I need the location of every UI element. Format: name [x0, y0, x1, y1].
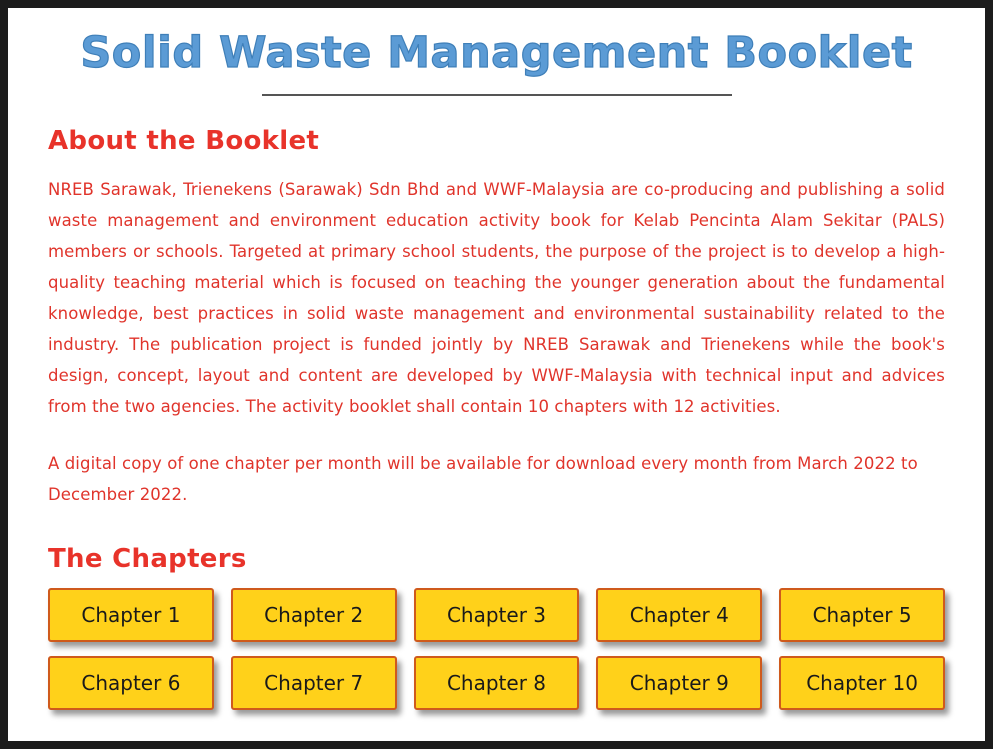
chapter-button-7[interactable]: Chapter 7 [231, 656, 397, 710]
chapter-button-4[interactable]: Chapter 4 [596, 588, 762, 642]
chapter-button-8[interactable]: Chapter 8 [414, 656, 580, 710]
chapter-button-6[interactable]: Chapter 6 [48, 656, 214, 710]
chapter-button-10[interactable]: Chapter 10 [779, 656, 945, 710]
about-section-heading: About the Booklet [48, 126, 320, 156]
chapter-button-1[interactable]: Chapter 1 [48, 588, 214, 642]
document-page [8, 8, 985, 741]
document-content [8, 126, 985, 710]
about-paragraph-2: A digital copy of one chapter per month will be available for download every month from March 2022 to December 2022. [48, 454, 918, 504]
chapters-section-heading: The Chapters [48, 544, 247, 574]
title-divider [262, 94, 732, 96]
page-title: Solid Waste Management Booklet [80, 28, 913, 78]
chapter-button-5[interactable]: Chapter 5 [779, 588, 945, 642]
chapter-button-2[interactable]: Chapter 2 [231, 588, 397, 642]
chapter-grid [48, 588, 945, 710]
chapter-button-9[interactable]: Chapter 9 [596, 656, 762, 710]
about-paragraph-1: NREB Sarawak, Trienekens (Sarawak) Sdn Bhd and WWF-Malaysia are co-producing and publishing a solid waste management and environment education activity book for Kelab Pencinta Alam Sekitar (PALS) members or schools. Targeted at primary school students, the purpose of the project is to develop a high-quality teaching material which is focused on teaching the younger generation about the fundamental knowledge, best practices in solid waste management and environmental sustainability related to the industry. The publication project is funded jointly by NREB Sarawak and Trienekens while the book's design, concept, layout and content are developed by WWF-Malaysia with technical input and advices from the two agencies. The activity booklet shall contain 10 chapters with 12 activities. [48, 180, 945, 416]
chapter-button-3[interactable]: Chapter 3 [414, 588, 580, 642]
